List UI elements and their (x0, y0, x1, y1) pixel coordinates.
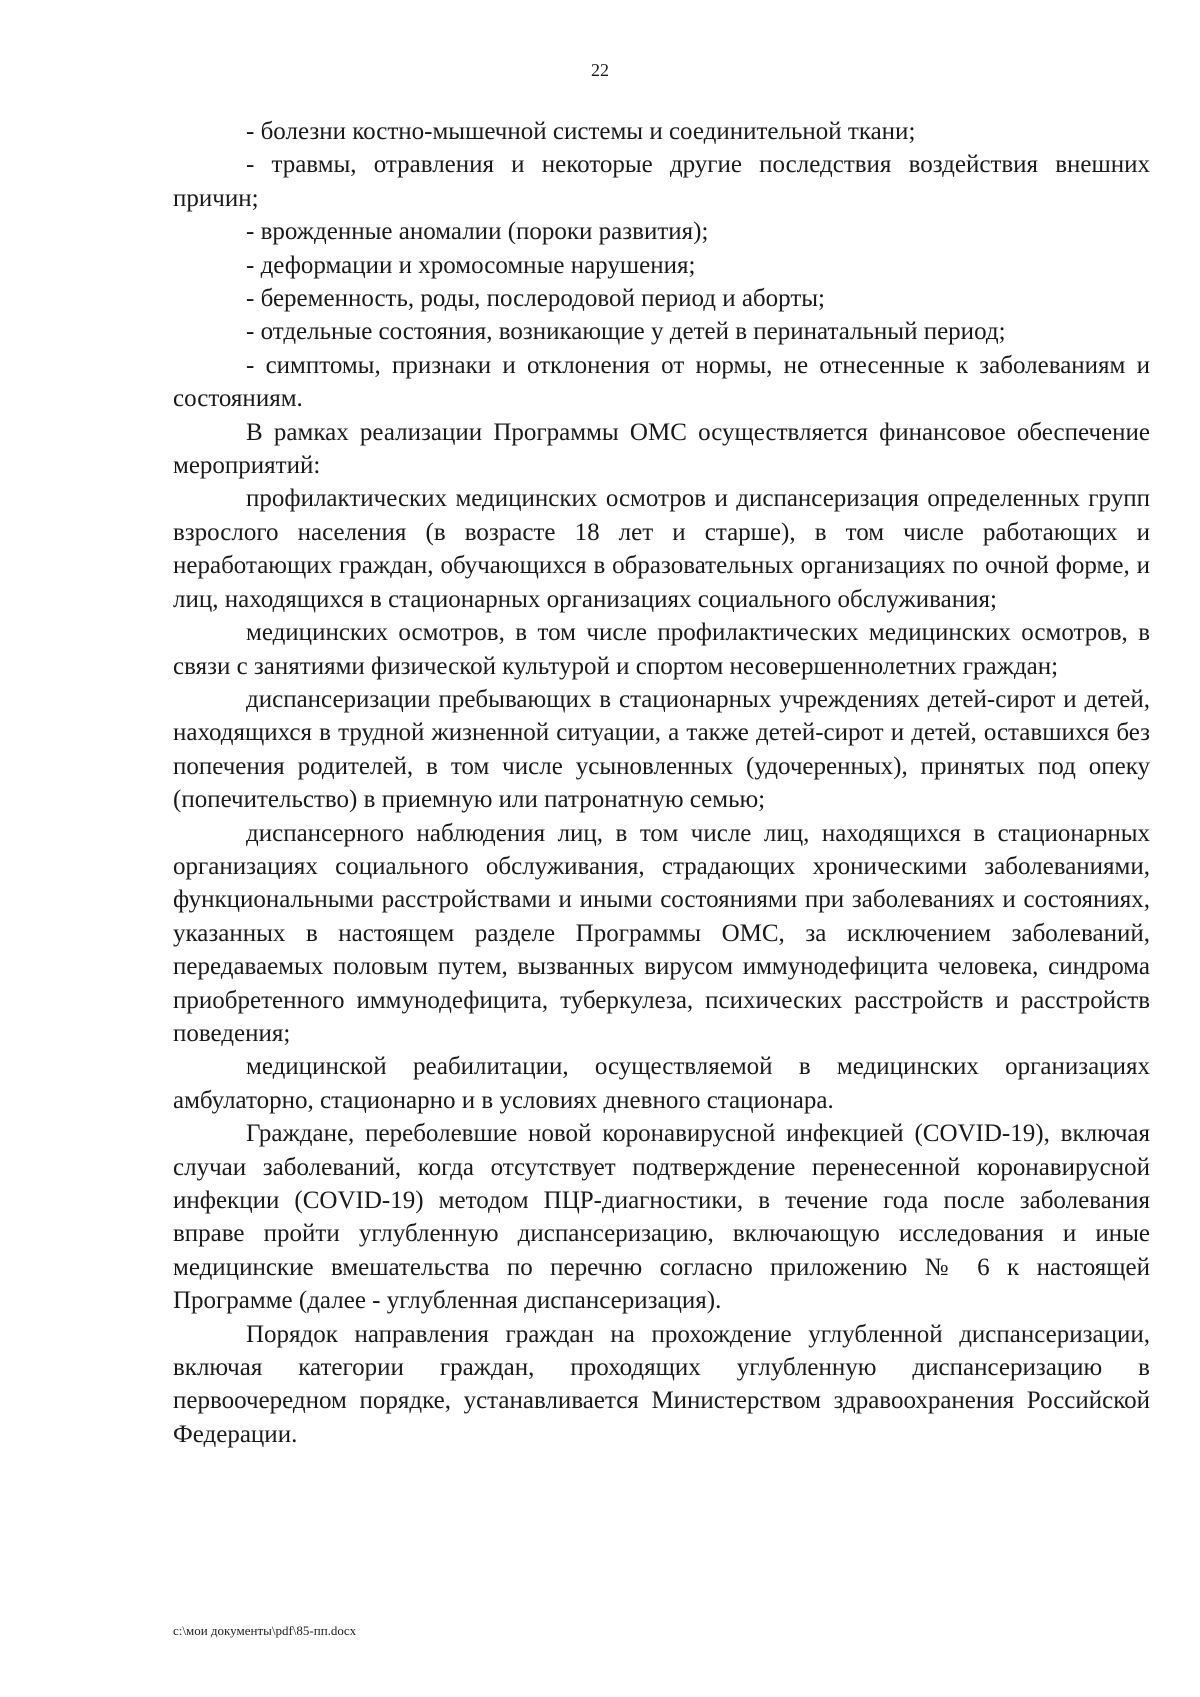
paragraph: диспансеризации пребывающих в стационарных учреждениях детей-сирот и детей, находящихся в трудной жизненной ситуации, а также детей-сирот и детей, оставшихся без попечения родителей, в том числе усыновленных (удочеренных), принятых под опеку (попечительство) в приемную или патронатную семью; (173, 685, 1150, 814)
paragraph: медицинских осмотров, в том числе профилактических медицинских осмотров, в связи с занятиями физической культурой и спортом несовершеннолетних граждан; (173, 619, 1150, 680)
body-text (173, 115, 1150, 1451)
paragraph: - симптомы, признаки и отклонения от нормы, не отнесенные к заболеваниям и состояниям. (173, 351, 1150, 413)
paragraph: Порядок направления граждан на прохождение углубленной диспансеризации, включая категории граждан, проходящих углубленную диспансеризацию в первоочередном порядке, устанавливается Министерством здравоохранения Российской Федерации. (173, 1320, 1150, 1448)
paragraph: - травмы, отравления и некоторые другие последствия воздействия внешних причин; (173, 151, 1150, 212)
paragraph: - врожденные аномалии (пороки развития); (246, 218, 709, 246)
footer-file-path: c:\мои документы\pdf\85-пп.docx (173, 1623, 357, 1638)
paragraph: медицинской реабилитации, осуществляемой в медицинских организациях амбулаторно, стационарно и в условиях дневного стационара. (173, 1053, 1150, 1114)
paragraph: - деформации и хромосомные нарушения; (246, 251, 696, 279)
page-number: 22 (591, 60, 609, 80)
paragraph: Граждане, переболевшие новой коронавирусной инфекцией (COVID-19), включая случаи заболеваний, когда отсутствует подтверждение перенесенной коронавирусной инфекции (COVID-19) методом ПЦР-диагностики, в течение года после заболевания вправе пройти углубленную диспансеризацию, включающую исследования и иные медицинские вмешательства по перечню согласно приложению № 6 к настоящей Программе (далее - углубленная диспансеризация). (173, 1120, 1150, 1315)
paragraph: - отдельные состояния, возникающие у детей в перинатальный период; (246, 318, 1006, 346)
paragraph: - болезни костно-мышечной системы и соединительной ткани; (246, 118, 916, 145)
paragraph: - беременность, роды, послеродовой период и аборты; (246, 285, 825, 313)
paragraph: диспансерного наблюдения лиц, в том числе лиц, находящихся в стационарных организациях социального обслуживания, страдающих хроническими заболеваниями, функциональными расстройствами и иными состояниями при заболеваниях и состояниях, указанных в настоящем разделе Программы ОМС, за исключением заболеваний, передаваемых половым путем, вызванных вирусом иммунодефицита человека, синдрома приобретенного иммунодефицита, туберкулеза, психических расстройств и расстройств поведения; (173, 819, 1150, 1047)
paragraph: профилактических медицинских осмотров и диспансеризация определенных групп взрослого населения (в возрасте 18 лет и старше), в том числе работающих и неработающих граждан, обучающихся в образовательных организациях по очной форме, и лиц, находящихся в стационарных организациях социального обслуживания; (173, 485, 1150, 613)
paragraph: В рамках реализации Программы ОМС осуществляется финансовое обеспечение мероприятий: (173, 418, 1150, 480)
